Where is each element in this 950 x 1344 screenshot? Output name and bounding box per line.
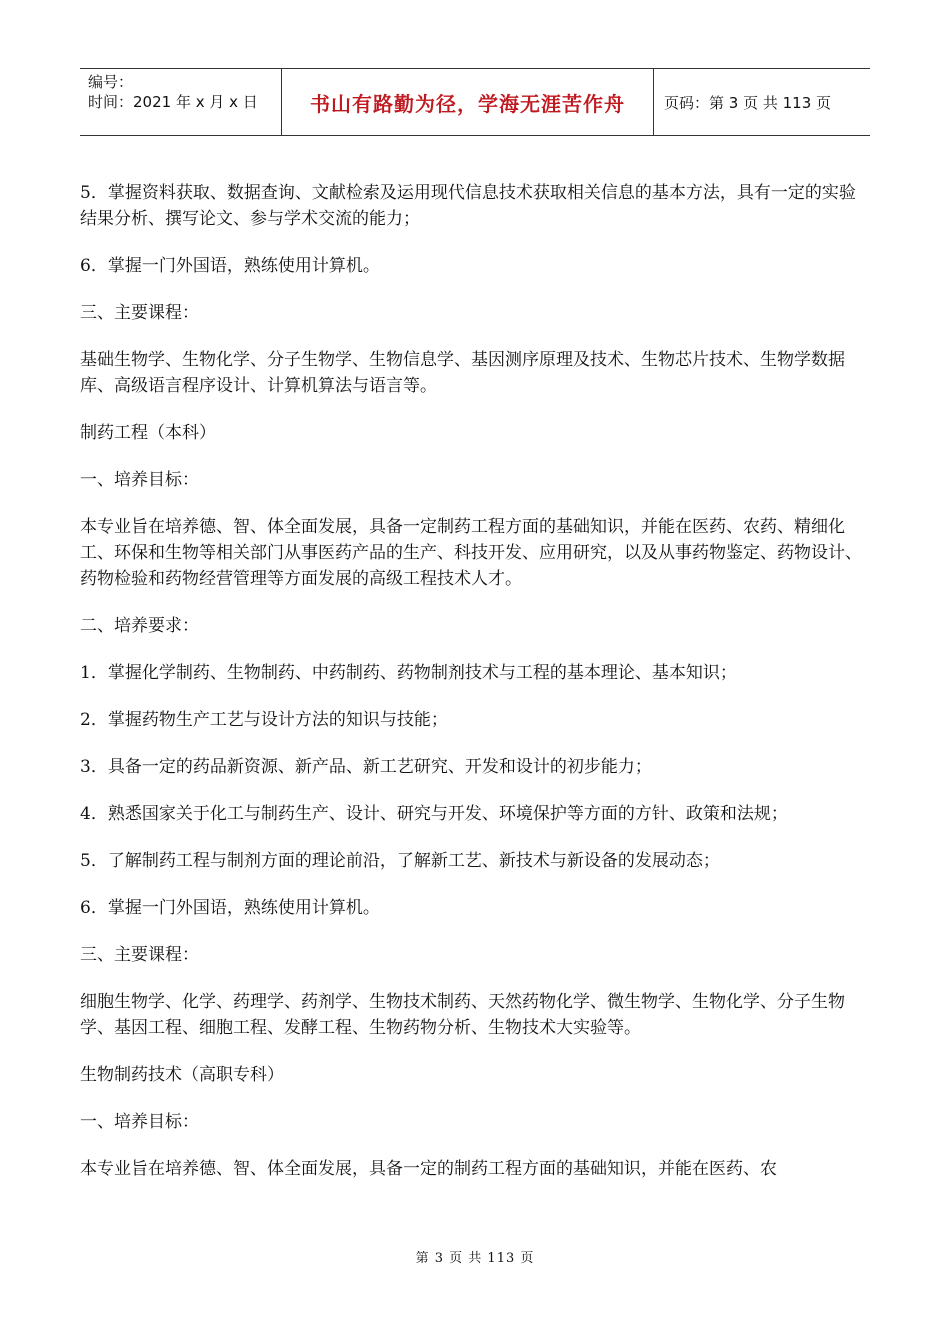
paragraph: 一、培养目标：: [80, 1112, 199, 1132]
paragraph: 5．掌握资料获取、数据查询、文献检索及运用现代信息技术获取相关信息的基本方法，具有一定的实验结果分析、撰写论文、参与学术交流的能力；: [80, 183, 856, 229]
header-meta: [80, 69, 282, 135]
page-footer: 第 3 页 共 113 页: [415, 1251, 535, 1266]
paragraph: 4．熟悉国家关于化工与制药生产、设计、研究与开发、环境保护等方面的方针、政策和法规；: [80, 804, 788, 824]
paragraph: 基础生物学、生物化学、分子生物学、生物信息学、基因测序原理及技术、生物芯片技术、生物学数据库、高级语言程序设计、计算机算法与语言等。: [80, 350, 845, 396]
document-number-label: 编号：: [88, 73, 134, 91]
paragraph: 二、培养要求：: [80, 616, 199, 636]
paragraph: 三、主要课程：: [80, 303, 199, 323]
paragraph: 本专业旨在培养德、智、体全面发展，具备一定制药工程方面的基础知识，并能在医药、农药、精细化工、环保和生物等相关部门从事医药产品的生产、科技开发、应用研究，以及从事药物鉴定、药物设计、药物检验和药物经营管理等方面发展的高级工程技术人才。: [80, 517, 862, 589]
paragraph: 6．掌握一门外国语，熟练使用计算机。: [80, 898, 380, 918]
paragraph: 制药工程（本科）: [80, 423, 216, 443]
document-body: [80, 180, 870, 1203]
header-motto: 书山有路勤为径，学海无涯苦作舟: [282, 69, 654, 135]
paragraph: 一、培养目标：: [80, 470, 199, 490]
paragraph: 6．掌握一门外国语，熟练使用计算机。: [80, 256, 380, 276]
paragraph: 细胞生物学、化学、药理学、药剂学、生物技术制药、天然药物化学、微生物学、生物化学、分子生物学、基因工程、细胞工程、发酵工程、生物药物分析、生物技术大实验等。: [80, 992, 845, 1038]
paragraph: 生物制药技术（高职专科）: [80, 1065, 284, 1085]
header-page-info: 页码：第 3 页 共 113 页: [664, 93, 832, 112]
document-time-label: 时间：2021 年 x 月 x 日: [88, 93, 258, 111]
paragraph: 2．掌握药物生产工艺与设计方法的知识与技能；: [80, 710, 448, 730]
paragraph: 5．了解制药工程与制剂方面的理论前沿，了解新工艺、新技术与新设备的发展动态；: [80, 851, 720, 871]
paragraph: 3．具备一定的药品新资源、新产品、新工艺研究、开发和设计的初步能力；: [80, 757, 652, 777]
paragraph: 本专业旨在培养德、智、体全面发展，具备一定的制药工程方面的基础知识，并能在医药、农: [80, 1159, 777, 1179]
paragraph: 1．掌握化学制药、生物制药、中药制药、药物制剂技术与工程的基本理论、基本知识；: [80, 663, 737, 683]
page-header: [80, 68, 870, 136]
paragraph: 三、主要课程：: [80, 945, 199, 965]
